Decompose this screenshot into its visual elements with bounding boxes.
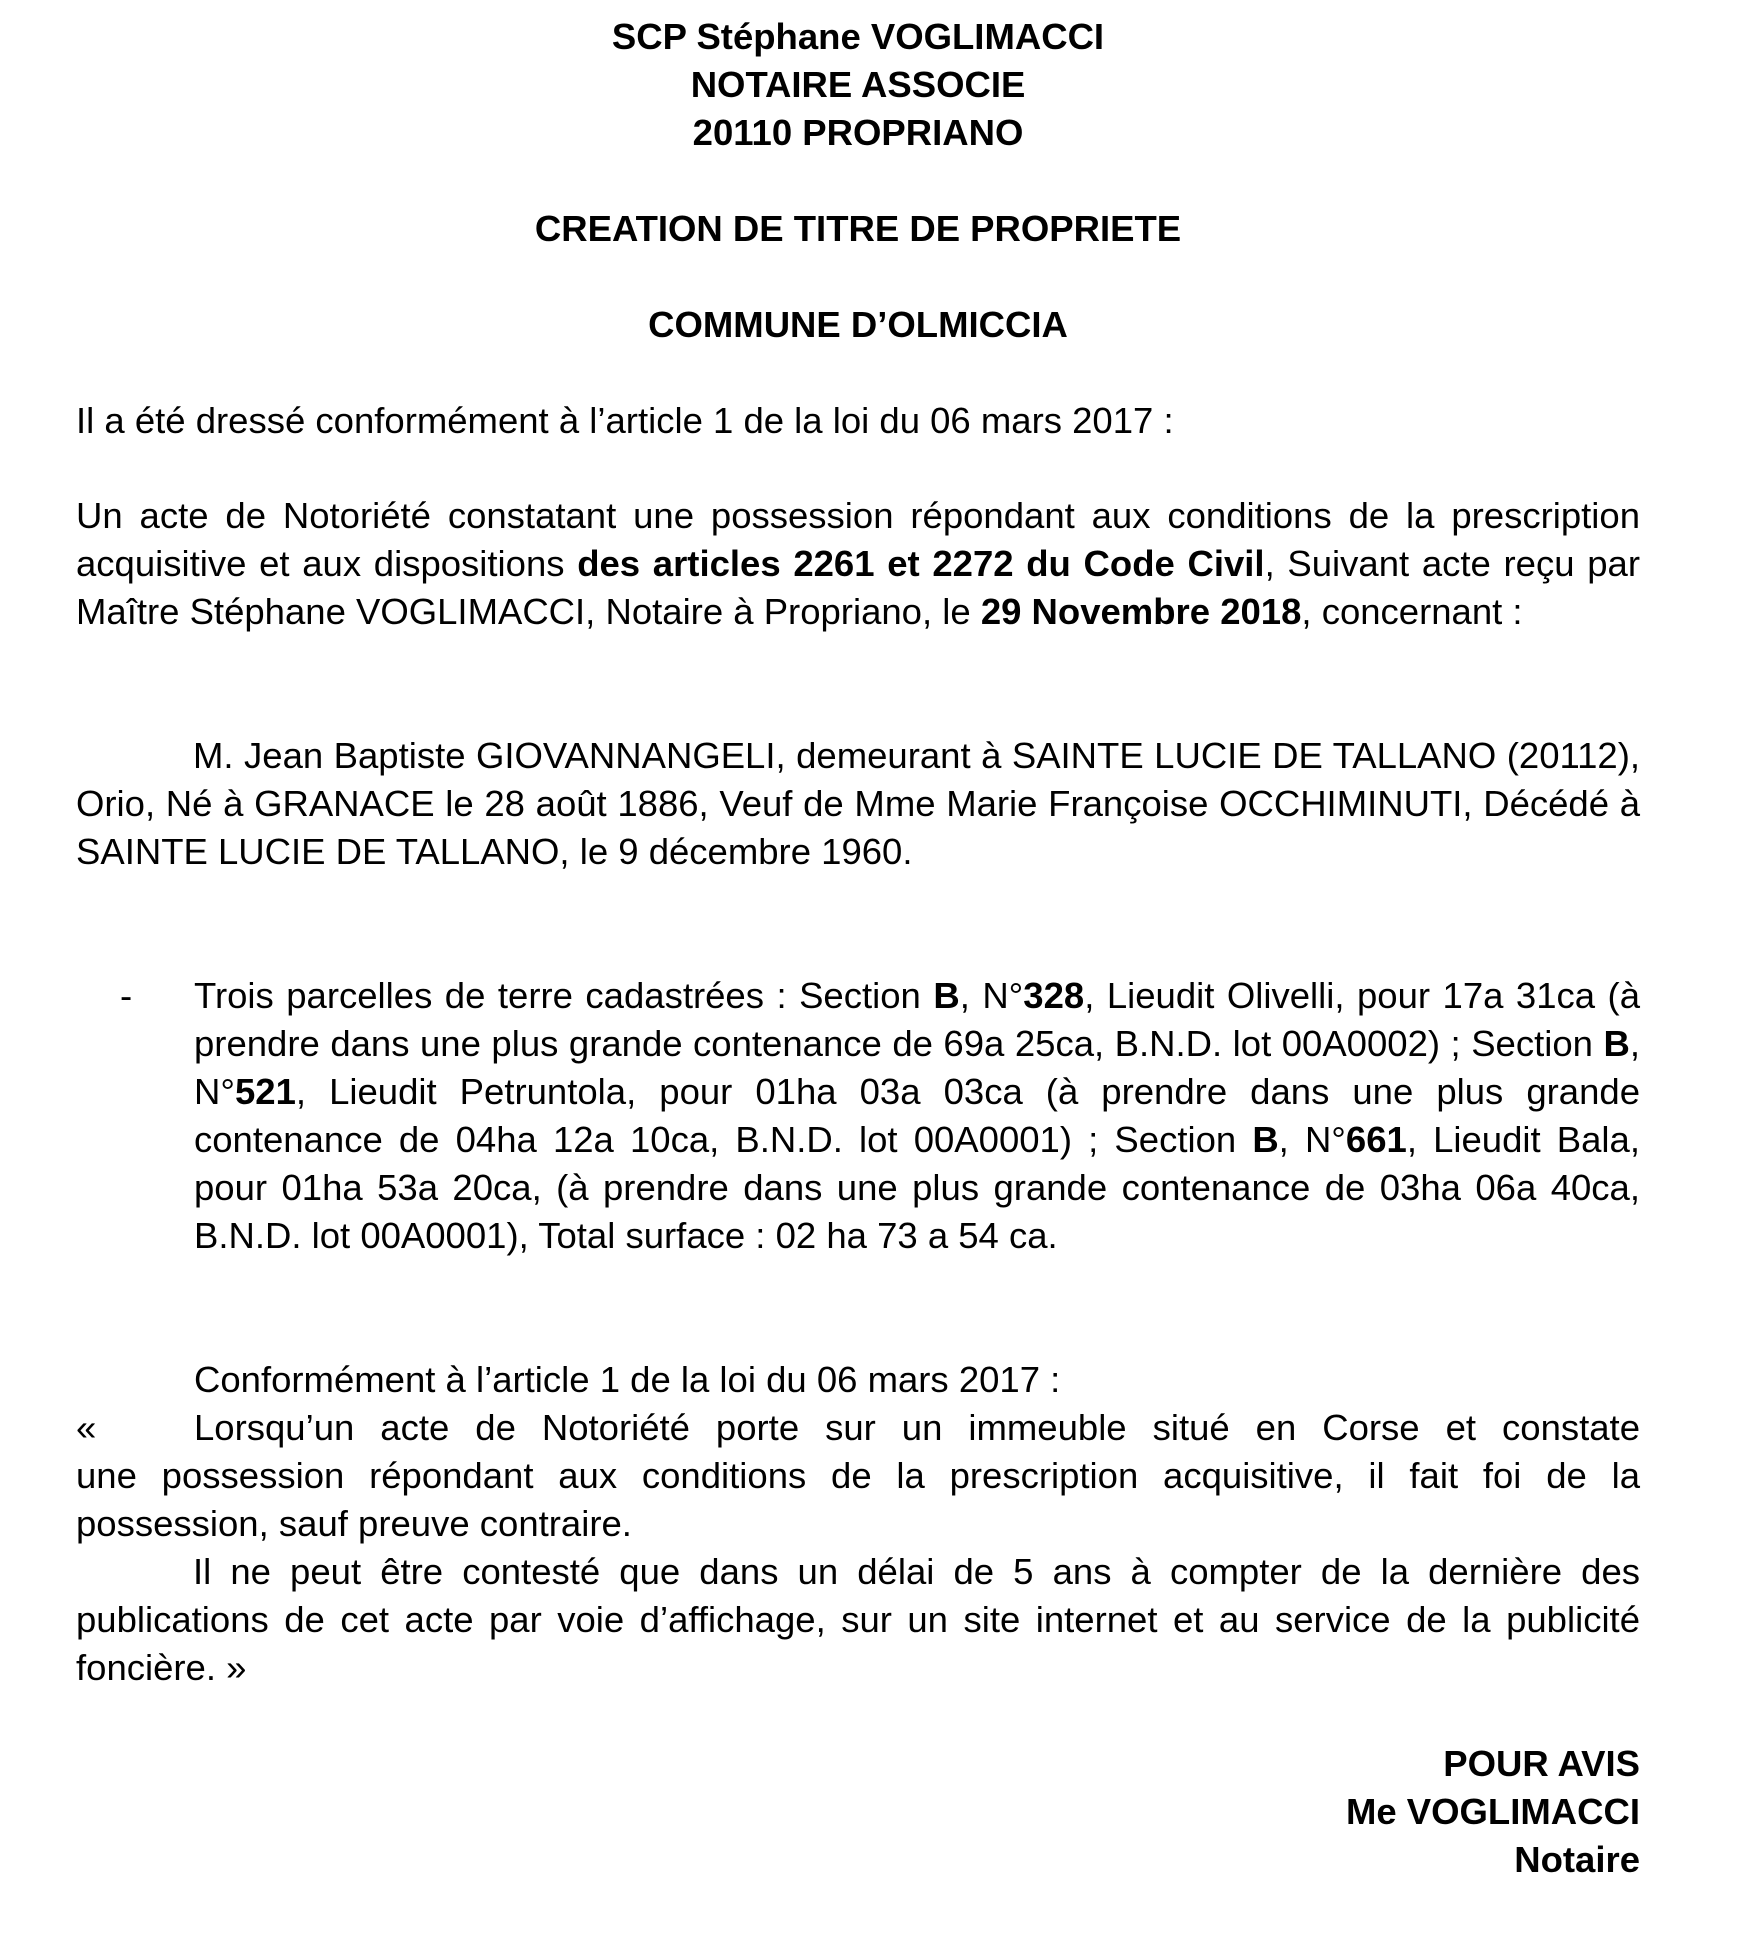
acte-articles: des articles 2261 et 2272 du Code Civil bbox=[577, 543, 1265, 584]
acte-text-2: , bbox=[1264, 543, 1275, 584]
signature-title: Notaire bbox=[1514, 1839, 1640, 1880]
office-location: 20110 PROPRIANO bbox=[692, 112, 1024, 153]
parcel-text: , N° bbox=[194, 1023, 1640, 1112]
parcel-number: 328 bbox=[1023, 975, 1085, 1016]
parcel-text: Trois parcelles de terre cadastrées : Section bbox=[194, 975, 934, 1016]
acte-text-1: Un acte de Notoriété constatant une possession répondant aux conditions de la prescription acquisitive et aux dispositions bbox=[76, 495, 1640, 584]
signature-block bbox=[1346, 1740, 1640, 1884]
office-name: SCP Stéphane VOGLIMACCI bbox=[611, 16, 1105, 57]
notice-page bbox=[76, 0, 1640, 1940]
parcel-number: 661 bbox=[1345, 1119, 1407, 1160]
signature-name: Me VOGLIMACCI bbox=[1345, 1791, 1640, 1832]
office-header bbox=[76, 13, 1640, 157]
parcel-text: , Lieudit Petruntola, pour 01ha 03a 03ca (à prendre dans une plus grande contenance de 04ha 12a 10ca, B.N.D. lot 00A0001) ; Section bbox=[194, 1071, 1640, 1160]
document-title: CREATION DE TITRE DE PROPRIETE bbox=[534, 208, 1182, 249]
acte-text-4: , concernant : bbox=[1301, 591, 1523, 632]
office-role: NOTAIRE ASSOCIE bbox=[690, 64, 1026, 105]
acte-date: 29 Novembre 2018 bbox=[980, 591, 1302, 632]
quote-continuation: une possession répondant aux conditions de la prescription acquisitive, il fait foi de la possession, sauf preuve contraire. bbox=[76, 1455, 1640, 1544]
open-quote-mark: « bbox=[76, 1407, 97, 1448]
parcel-dash: - bbox=[120, 975, 133, 1016]
signature-pour-avis: POUR AVIS bbox=[1443, 1743, 1640, 1784]
parcel-section: B bbox=[1252, 1119, 1279, 1160]
intro-paragraph: Il a été dressé conformément à l’article 1 de la loi du 06 mars 2017 : bbox=[76, 400, 1174, 441]
parcels-paragraph bbox=[194, 972, 1640, 1260]
parcel-text: , Lieudit Olivelli, pour 17a 31ca (à prendre dans une plus grande contenance de 69a 25ca, B.N.D. lot 00A0002) ; Section bbox=[194, 975, 1640, 1064]
quote-first-line: Lorsqu’un acte de Notoriété porte sur un immeuble situé en Corse et constate bbox=[194, 1407, 1640, 1448]
parcel-text: , N° bbox=[959, 975, 1024, 1016]
parcel-number: 521 bbox=[234, 1071, 296, 1112]
person-paragraph: M. Jean Baptiste GIOVANNANGELI, demeurant à SAINTE LUCIE DE TALLANO (20112), Orio, Né à GRANACE le 28 août 1886, Veuf de Mme Marie Françoise OCCHIMINUTI, Décédé à SAINTE LUCIE DE TALLANO, le 9 décembre 1960. bbox=[76, 735, 1640, 872]
quote-paragraph-2: Il ne peut être contesté que dans un délai de 5 ans à compter de la dernière des publications de cet acte par voie d’affichage, sur un site internet et au service de la publicité foncière. » bbox=[76, 1551, 1640, 1688]
parcel-text: , Lieudit Bala, pour 01ha 53a 20ca, (à prendre dans une plus grande contenance de 03ha 06a 40ca, B.N.D. lot 00A0001), Total surface : 02 ha 73 a 54 ca. bbox=[194, 1119, 1640, 1256]
parcel-section: B bbox=[933, 975, 960, 1016]
parcel-text: , N° bbox=[1278, 1119, 1346, 1160]
acte-paragraph bbox=[76, 492, 1640, 636]
conformement-line: Conformément à l’article 1 de la loi du 06 mars 2017 : bbox=[194, 1359, 1061, 1400]
parcel-section: B bbox=[1603, 1023, 1630, 1064]
acte-text-3: Suivant acte reçu par Maître Stéphane VOGLIMACCI, Notaire à Propriano, le bbox=[76, 543, 1640, 632]
commune-heading: COMMUNE D’OLMICCIA bbox=[648, 304, 1068, 345]
